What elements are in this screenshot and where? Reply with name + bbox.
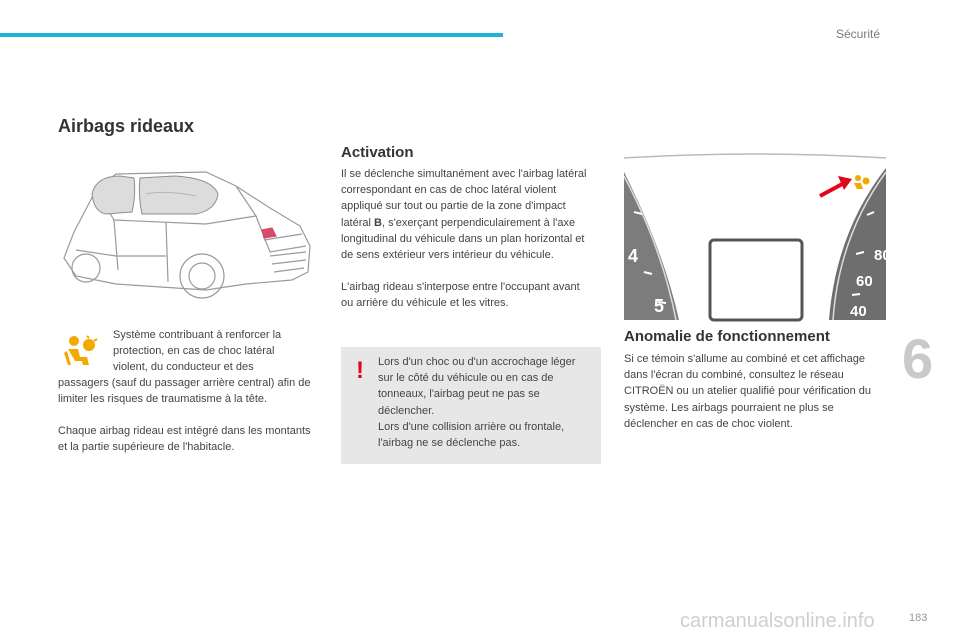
intro-line-1: Système contribuant à renforcer la <box>113 329 282 341</box>
impact-zone-label: B <box>374 216 382 229</box>
car-illustration <box>56 160 318 312</box>
integrated-paragraph: Chaque airbag rideau est intégré dans les montants et la partie supérieure de l'habitacle. <box>58 425 311 454</box>
airbag-passenger-icon <box>63 333 97 367</box>
activation-text-before: Il se déclenche simultanément avec l'airbag latéral correspondant en cas de choc latéral violent appliqué sur tout ou partie de la zone d'impact latéral <box>341 168 587 229</box>
front-curtain-airbag <box>92 176 135 214</box>
instrument-cluster-image <box>624 152 891 320</box>
tach-label-5: 5 <box>654 296 665 316</box>
speed-label-80: 80 <box>874 247 891 264</box>
tach-label-4: 4 <box>628 246 639 266</box>
intro-line-3: violent, du conducteur et des <box>113 361 254 373</box>
exclamation-icon: ! <box>356 357 364 384</box>
page-title: Airbags rideaux <box>58 116 195 136</box>
intro-line-2: protection, en cas de choc latéral <box>113 345 275 357</box>
activation-paragraph <box>341 166 587 263</box>
anomaly-heading: Anomalie de fonctionnement <box>624 328 830 345</box>
rear-curtain-airbag <box>139 176 218 214</box>
warning-text-2: Lors d'une collision arrière ou frontale, l'airbag ne se déclenche pas. <box>378 420 565 450</box>
activation-text-after: , s'exerçant perpendiculairement à l'axe longitudinal du véhicule dans un plan horizontal et de sens extérieur vers intérieur du véhicule. <box>341 216 585 262</box>
speed-label-60: 60 <box>856 273 873 290</box>
section-label: Sécurité <box>836 27 881 41</box>
activation-heading: Activation <box>341 144 414 161</box>
activation-paragraph-2: L'airbag rideau s'interpose entre l'occupant avant ou arrière du véhicule et les vitres. <box>341 281 580 310</box>
speed-label-40: 40 <box>850 303 867 320</box>
anomaly-paragraph: Si ce témoin s'allume au combiné et cet affichage dans l'écran du combiné, consultez le réseau CITROËN ou un atelier qualifié pour vérification du système. Les airbags pourraient ne plus se déclencher en cas de choc violent. <box>624 353 872 430</box>
watermark: carmanualsonline.info <box>680 610 875 632</box>
intro-paragraph-rest: passagers (sauf du passager arrière central) afin de limiter les risques de traumatisme à la tête. <box>58 377 311 406</box>
page-number: 183 <box>909 612 928 624</box>
header-accent-bar <box>0 33 503 37</box>
chapter-number: 6 <box>902 327 934 390</box>
warning-text <box>378 354 592 451</box>
warning-box <box>341 347 601 464</box>
warning-text-1: Lors d'un choc ou d'un accrochage léger sur le côté du véhicule ou en cas de tonneaux, l'airbag peut ne pas se déclencher. <box>378 356 576 417</box>
